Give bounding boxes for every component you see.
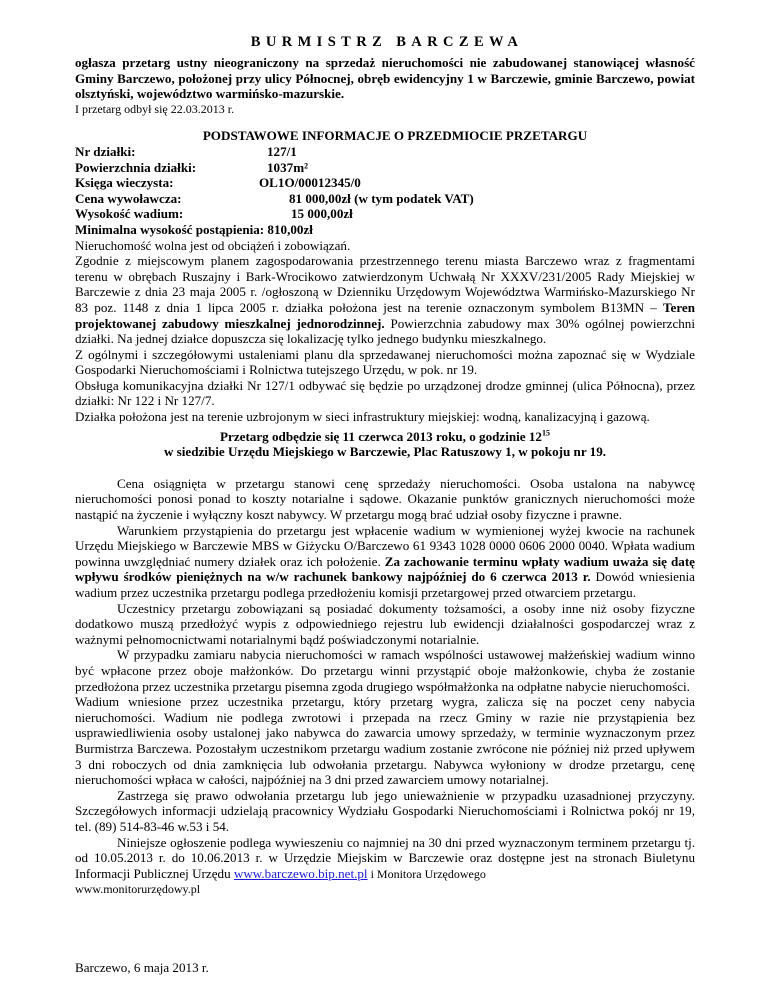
info-value: 81 000,00zł (w tym podatek VAT) xyxy=(289,190,474,206)
deposit-deadline: Za zachowanie terminu wpłaty wadium uważa się datę wpływu środków pieniężnych na w/w rachunek bankowy najpóźniej do 6 czerwca 2013 r. xyxy=(75,553,695,585)
zoning-plan-paragraph xyxy=(75,253,695,347)
info-label: Cena wywoławcza: xyxy=(75,190,182,206)
info-value: 127/1 xyxy=(267,143,297,159)
terms-cancellation-paragraph: Zastrzega się prawo odwołania przetargu lub jego unieważnienie w przypadku uzasadnionej przyczyny. Szczegółowych informacji udzielają pracownicy Wydziału Gospodarki Nieruchomościami i Rolnictwa pokój nr 19, tel. (89) 514-83-46 w.53 i 54. xyxy=(75,787,695,834)
info-row xyxy=(75,160,474,176)
info-label: Księga wieczysta: xyxy=(75,175,174,191)
bip-link[interactable]: www.barczewo.bip.net.pl xyxy=(233,865,368,881)
utilities-paragraph: Działka położona jest na terenie uzbrojonym w sieci infrastruktury miejskiej: wodną, kanalizacyjną i gazową. xyxy=(75,409,650,425)
auction-date-text: Przetarg odbędzie się 11 czerwca 2013 roku, o godzinie 12 xyxy=(220,428,542,444)
zoning-text-cont: Powierzchnia zabudowy max 30% ogólnej powierzchni działki. Na jednej działce dopuszcza się lokalizację tylko jednego budynku mieszkalnego. xyxy=(75,315,695,347)
announcement-intro: ogłasza przetarg ustny nieograniczony na sprzedaż nieruchomości nie zabudowanej stanowiącej własność Gminy Barczewo, położonej przy ulicy Północnej, obręb ewidencyjny 1 w Barczewie, gminie Barczewo, powiat olsztyński, województwo warmińsko-mazurskie. xyxy=(75,55,695,102)
publication-text: Niniejsze ogłoszenie podlega wywieszeniu co najmniej na 30 dni przed wyznaczonym terminem przetargu tj. od 10.05.2013 r. do 10.06.2013 r. w Urzędzie Miejskim w Barczewie oraz dostępne jest na stronach Biuletynu Informacji Publicznej Urzędu xyxy=(75,834,695,881)
deposit-text-cont: Dowód wniesienia wadium przez uczestnika przetargu podlega przedłożeniu komisji przetargowej przed otwarciem przetargu. xyxy=(75,569,695,600)
info-value: OL1O/00012345/0 xyxy=(259,175,361,191)
previous-auction-note: I przetarg odbył się 22.03.2013 r. xyxy=(75,101,235,116)
info-label: Powierzchnia działki: xyxy=(75,159,197,175)
monitor-text: i Monitora Urzędowego xyxy=(367,866,486,881)
zoning-designation: Teren projektowanej zabudowy mieszkalnej jednorodzinnej. xyxy=(75,299,695,331)
info-table xyxy=(75,144,474,222)
terms-publication-paragraph xyxy=(75,835,695,883)
auction-date xyxy=(75,429,695,445)
terms-identity-paragraph: Uczestnicy przetargu zobowiązani są posiadać dokumenty tożsamości, a osoby inne niż osoby fizyczne dodatkowo muszą przedłożyć wypis z odpowiedniego rejestru lub ewidencji działalności gospodarczej wraz z ważnymi pełnomocnictwami notarialnymi bądź poświadczonymi notarialnie. xyxy=(75,600,695,647)
announcement-page xyxy=(75,34,695,898)
info-row xyxy=(75,144,474,160)
auction-time-minutes: 15 xyxy=(541,428,550,438)
plan-details-paragraph: Z ogólnymi i szczegółowymi ustaleniami planu dla sprzedawanej nieruchomości można zapoznać się w Wydziale Gospodarki Nieruchomościami i Rolnictwa tutejszego Urzędu, w pok. nr 19. xyxy=(75,346,695,378)
info-row xyxy=(75,206,474,222)
deposit-text: Warunkiem przystąpienia do przetargu jest wpłacenie wadium w wymienionej wyżej kwocie na rachunek Urzędu Miejskiego w Barczewie MBS w Giżycku O/Barczewo 61 9343 1028 0000 0606 2000 0040. Wpłata wadium powinna uwzględniać numery działek oraz ich położenie. xyxy=(75,522,695,569)
info-heading: PODSTAWOWE INFORMACJE O PRZEDMIOCIE PRZETARGU xyxy=(202,128,588,144)
place-and-date: Barczewo, 6 maja 2013 r. xyxy=(75,960,209,975)
auction-location: w siedzibie Urzędu Miejskiego w Barczewie, Plac Ratuszowy 1, w pokoju nr 19. xyxy=(163,444,607,460)
info-row xyxy=(75,191,474,207)
minimum-bid-step: Minimalna wysokość postąpienia: 810,00zł xyxy=(75,221,313,237)
info-label: Wysokość wadium: xyxy=(75,206,184,222)
info-row xyxy=(75,175,474,191)
access-road-paragraph: Obsługa komunikacyjna działki Nr 127/1 odbywać się będzie po urządzonej drodze gminnej (ulica Północna), przez działki: Nr 122 i Nr 127/7. xyxy=(75,377,695,409)
terms-price-paragraph: Cena osiągnięta w przetargu stanowi cenę sprzedaży nieruchomości. Osoba ustalona na nabywcę nieruchomości ponosi ponad to koszty notarialne i sądowe. Okazanie punktów granicznych nieruchomości może nastąpić na życzenie i wyłączny koszt nabywcy. W przetargu mogą brać udział osoby fizyczne i prawne. xyxy=(75,475,695,523)
terms-deposit-return-paragraph: Wadium wniesione przez uczestnika przetargu, który przetarg wygra, zalicza się na poczet ceny nabycia nieruchomości. Wadium nie podlega zwrotowi i przepada na rzecz Gminy w razie nie przystąpienia bez usprawiedliwienia osoby ustalonej jako nabywca do zawarcia umowy sprzedaży, w terminie wyznaczonym przez Burmistrza Barczewa. Pozostałym uczestnikom przetargu wadium zostanie zwrócone nie później niż przed upływem 3 dni roboczych od dnia zamknięcia lub odwołania przetargu. Nabywca wyłoniony w drodze przetargu, cenę nieruchomości wpłaca w całości, najpóźniej na 3 dni przed zawarciem umowy notarialnej. xyxy=(75,694,695,788)
monitor-url: www.monitorurzędowy.pl xyxy=(75,882,201,897)
info-label: Nr działki: xyxy=(75,143,136,159)
terms-deposit-paragraph xyxy=(75,523,695,601)
info-value: 15 000,00zł xyxy=(291,206,353,222)
info-value: 1037m² xyxy=(267,159,309,175)
terms-spouses-paragraph: W przypadku zamiaru nabycia nieruchomości w ramach wspólności ustawowej małżeńskiej wadium winno być wpłacone przez oboje małżonków. Do przetargu winni przystąpić oboje małżonkowie, chyba że zostanie przedłożona przez uczestnika przetargu pisemna zgoda drugiego współmałżonka na odpłatne nabycie nieruchomości. xyxy=(75,647,695,694)
zoning-text: Zgodnie z miejscowym planem zagospodarowania przestrzennego terenu miasta Barczewo wraz z fragmentami terenu w obrębach Ruszajny i Bark-Wrocikowo zatwierdzonym Uchwałą Nr XXXV/231/2005 Rady Miejskiej w Barczewie z dnia 23 maja 2005 r. /ogłoszoną w Dzienniku Urzędowym Województwa Warmińsko-Mazurskiego Nr 83 poz. 1148 z dnia 1 lipca 2005 r. działka położona jest na terenie oznaczonym symbolem B13MN – xyxy=(75,253,695,315)
document-title: BURMISTRZ BARCZEWA xyxy=(250,34,524,50)
encumbrance-note: Nieruchomość wolna jest od obciążeń i zobowiązań. xyxy=(75,237,351,253)
